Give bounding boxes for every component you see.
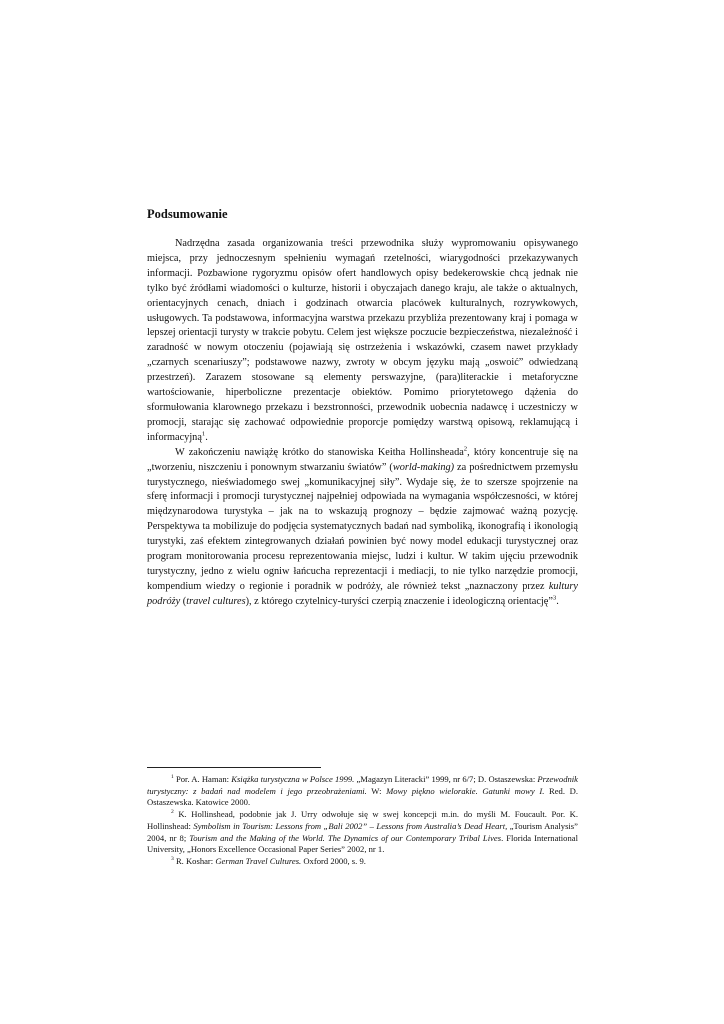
footnote-1-text-a: Por. A. Haman: [173,774,232,784]
footnote-3-number: 3 [171,856,174,863]
paragraph-2-italic-kultury-podrozy: kultury podróży [147,580,578,607]
footnote-1-number: 1 [171,774,174,781]
footnote-1-italic-b: Książka turystyczna w Polsce 1999. [231,774,355,784]
paragraph-2-text-h: ), z którego czytelnicy-turyści czerpią znaczenie i ideologiczną orientację” [245,595,553,607]
footnote-separator [147,767,321,768]
section-heading: Podsumowanie [147,207,228,221]
footnote-ref-1: 1 [201,430,206,438]
footnote-2-text-a: K. Hollinshead, podobnie jak J. Urry odwołuje się w swej koncepcji m.in. do myśli M. Foucault. Por. K. Hollinshead: [147,809,578,831]
footnote-2-italic-b: Symbolism in Tourism: Lessons from „Bali 2002” – Lessons from Australia’s Dead Heart, [193,820,508,831]
footnote-2 [147,809,578,856]
paragraph-2-text-a: W zakończeniu nawiążę krótko do stanowiska Keitha Hollinsheada [175,446,464,458]
paragraph-2-text-d: za pośrednictwem przemysłu turystycznego, nieświadomego swej „komunikacyjnej siły”. Wydaje się, że to szersze spojrzenie na sferę informacji i promocji turystycznej najpełniej odpowiada na wymagania współczesności, w której międzynarodowa turystyka – jak na to wskazują prognozy – będzie zajmować ważną pozycję. Perspektywa ta mobilizuje do podjęcia systematycznych badań nad symboliką, ikonografią i ikonologią turystyki, zaś efektem zintegrowanych działań powinien być nowy model edukacji turystycznej oraz program monitorowania procesu reprezentowania miejsc, ludzi i kultur. W takim ujęciu przewodnik turystyczny, jedno z wielu ogniw łańcucha reprezentacji i mediacji, to nie tylko narzędzie promocji, kompendium wiedzy o regionie i poradnik w podróży, ale również tekst „naznaczony przez [147,461,578,592]
footnote-3-italic-b: German Travel Cultures. [215,855,302,866]
paragraph-2 [147,446,578,610]
paragraph-2-text-end: . [556,595,559,607]
footnote-3 [147,856,578,868]
body-text [147,237,578,610]
footnote-1-italic-d: Przewodnik turystyczny: z badań nad modelem i jego przeobrażeniami. [147,774,578,796]
footnote-ref-2: 2 [463,445,468,453]
footnote-2-number: 2 [171,809,174,816]
paragraph-2-text-b: , który koncentruje się na „tworzeniu, niszczeniu i ponownym stwarzaniu światów” ( [147,446,578,473]
paragraph-2-text-f: ( [180,595,187,607]
paragraph-2-italic-world-making: world-making) [392,461,455,473]
footnote-1 [147,774,578,809]
footnote-1-text-g: Red. D. Ostaszewska. Katowice 2000. [147,785,578,808]
paragraph-1-text: Nadrzędna zasada organizowania treści przewodnika służy wypromowaniu opisywanego miejsca, przy jednoczesnym spełnieniu wymagań rzetelności, wiarygodności przekazywanych informacji. Pozbawione rygoryzmu opisów ofert handlowych opisy bedekerowskie chcą jednak nie tylko być źródłami wiadomości o kulturze, historii i obyczajach danego kraju, ale także o aktualnych, orientacyjnych cenach, dniach i godzinach otwarcia placówek kulturalnych, rozrywkowych, usługowych. Ta podstawowa, informacyjna warstwa przekazu przybliża prezentowany kraj i pomaga w lepszej orientacji turysty w trakcie pobytu. Celem jest większe poczucie bezpieczeństwa, niezależność i zaradność w nowym otoczeniu (pojawiają się ostrzeżenia i wskazówki, czasem nawet przykłady „czarnych scenariuszy”; podstawowe nazwy, zwroty w obcym języku mają „oswoić” odwiedzaną przestrzeń). Zarazem stosowane są elementy perswazyjne, (para)literackie i metaforyczne wartościowanie, hiperboliczne prezentacje obiektów. Pomimo priorytetowego dążenia do sformułowania klarownego przekazu i bezstronności, przewodnik uobecnia nadawcę i uczestniczy w promocji, starając się zachować odpowiednie proporcje pomiędzy warstwą opisową, reklamującą i informacyjną [147,238,578,443]
footnote-3-text-c: Oxford 2000, s. 9. [301,855,366,866]
paragraph-2-italic-travel-cultures: travel cultures [186,595,246,607]
footnote-3-text-a: R. Koshar: [173,855,216,866]
footnote-1-text-c: „Magazyn Literacki” 1999, nr 6/7; D. Ostaszewska: [354,774,538,784]
footnote-2-text-e: . Florida International University, „Honors Excellence Occasional Paper Series” 2002, nr 1. [147,832,578,855]
footnote-2-text-c: „Tourism Analysis” 2004, nr 8; [147,820,578,843]
paragraph-1: Nadrzędna zasada organizowania treści przewodnika służy wypromowaniu opisywanego miejsca, przy jednoczesnym spełnieniu wymagań rzetelności, wiarygodności przekazywanych informacji. Pozbawione rygoryzmu opisów ofert handlowych opisy bedekerowskie chcą jednak nie tylko być źródłami wiadomości o kulturze, historii i obyczajach danego kraju, ale także o aktualnych, orientacyjnych cenach, dniach i godzinach otwarcia placówek kulturalnych, rozrywkowych, usługowych. Ta podstawowa, informacyjna warstwa przekazu przybliża prezentowany kraj i pomaga w lepszej orientacji turysty w trakcie pobytu. Celem jest większe poczucie bezpieczeństwa, niezależność i zaradność w nowym otoczeniu (pojawiają się ostrzeżenia i wskazówki, czasem nawet przykłady „czarnych scenariuszy”; podstawowe nazwy, zwroty w obcym języku mają „oswoić” odwiedzaną przestrzeń). Zarazem stosowane są elementy perswazyjne, (para)literackie i metaforyczne wartościowanie, hiperboliczne prezentacje obiektów. Pomimo priorytetowego dążenia do sformułowania klarownego przekazu i bezstronności, przewodnik uobecnia nadawcę i uczestniczy w promocji, starając się zachować odpowiednie proporcje pomiędzy warstwą opisową, reklamującą i informacyjną$^1$. [147,238,578,443]
footnote-1-italic-f: Mowy piękno wielorakie. Gatunki mowy I. [386,785,545,796]
footnotes [147,774,578,868]
footnote-1-text-e: W: [366,785,387,796]
footnote-2-italic-d: Tourism and the Making of the World. The Dynamics of our Contemporary Tribal Lives [189,832,502,843]
footnote-ref-3: 3 [552,594,557,602]
